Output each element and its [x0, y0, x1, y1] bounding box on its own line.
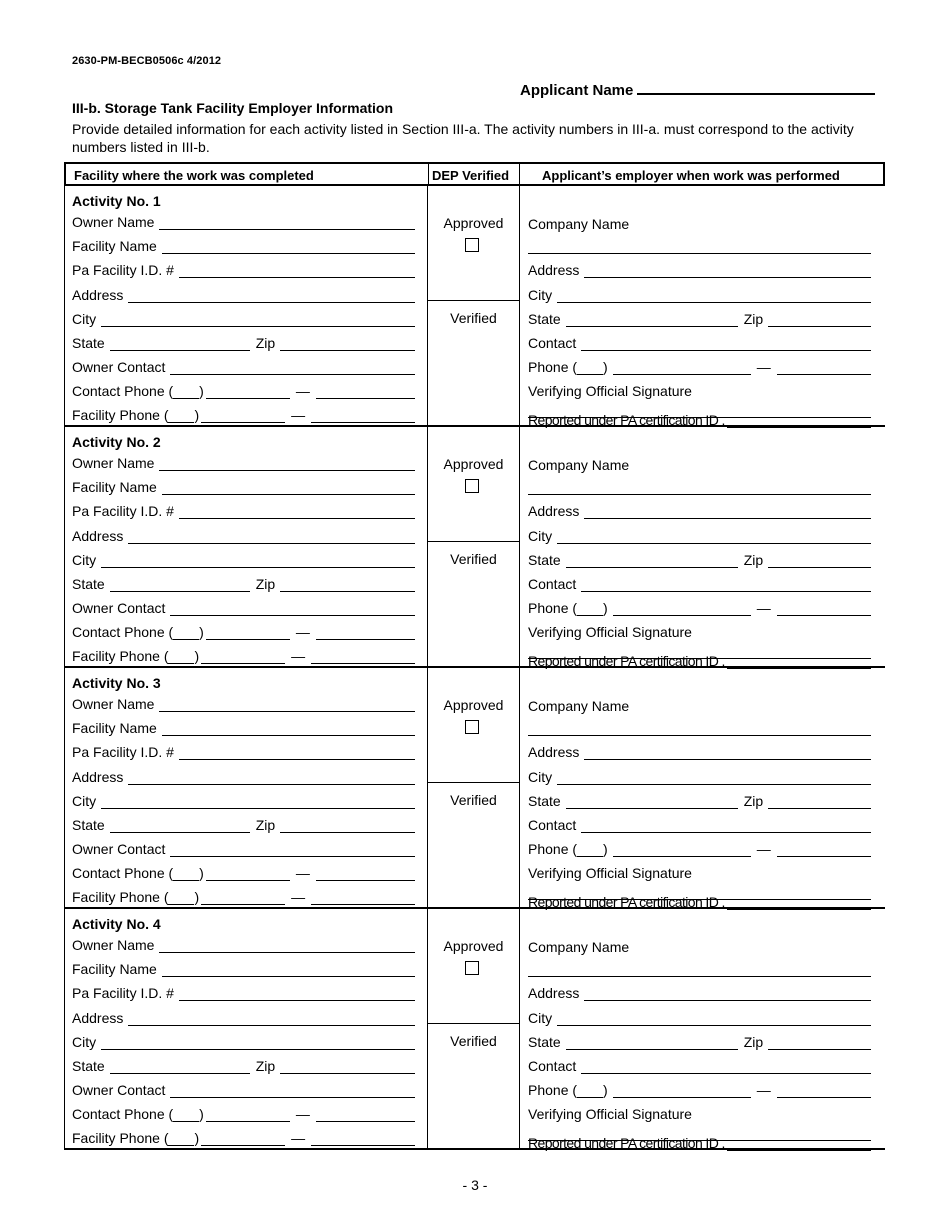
facility-phone-prefix[interactable]	[201, 1131, 285, 1146]
paren-close: )	[603, 1082, 608, 1098]
employer-zip-label: Zip	[743, 552, 764, 568]
state-label: State	[72, 576, 105, 592]
paren-close: )	[603, 600, 608, 616]
company-name-field[interactable]	[528, 716, 871, 736]
reported-under-label: Reported under PA certification ID .	[528, 653, 725, 669]
employer-zip-input[interactable]	[768, 553, 871, 568]
activity-title: Activity No. 3	[72, 675, 161, 691]
activity-title: Activity No. 2	[72, 434, 161, 450]
paren-close: )	[199, 865, 204, 881]
verified-label: Verified	[450, 310, 497, 326]
activities-list	[64, 186, 885, 1150]
contact-phone-number[interactable]	[316, 1107, 415, 1122]
employer-address-label: Address	[528, 503, 580, 519]
dash: —	[756, 359, 771, 375]
facility-name-input[interactable]	[162, 721, 415, 736]
city-label: City	[72, 311, 97, 327]
pa-facility-id-field[interactable]	[72, 258, 415, 278]
paren-close: )	[199, 1106, 204, 1122]
contact-phone-prefix[interactable]	[206, 1107, 290, 1122]
facility-phone-area[interactable]	[168, 890, 194, 905]
address-input[interactable]	[128, 288, 415, 303]
dash: —	[295, 383, 310, 399]
contact-phone-area[interactable]	[173, 1107, 199, 1122]
employer-city-label: City	[528, 769, 553, 785]
company-name-field[interactable]	[528, 234, 871, 254]
reported-under-label: Reported under PA certification ID .	[528, 1135, 725, 1151]
contact-phone-prefix[interactable]	[206, 384, 290, 399]
reported-under-label: Reported under PA certification ID .	[528, 894, 725, 910]
applicant-name-input[interactable]	[637, 81, 875, 95]
facility-name-input[interactable]	[162, 480, 415, 495]
contact-phone-label: Contact Phone (	[72, 383, 174, 399]
facility-phone-label: Facility Phone (	[72, 648, 169, 664]
owner-contact-label: Owner Contact	[72, 841, 166, 857]
employer-phone-label: Phone (	[528, 1082, 578, 1098]
address-field[interactable]	[72, 283, 415, 303]
contact-phone-field[interactable]	[72, 861, 415, 881]
pa-facility-id-field[interactable]	[72, 740, 415, 760]
employer-address-label: Address	[528, 262, 580, 278]
employer-city-label: City	[528, 287, 553, 303]
verifying-signature-label: Verifying Official Signature	[528, 383, 692, 399]
city-label: City	[72, 1034, 97, 1050]
verifying-signature-label: Verifying Official Signature	[528, 865, 692, 881]
employer-phone-prefix[interactable]	[613, 360, 751, 375]
owner-contact-field[interactable]	[72, 355, 415, 375]
contact-phone-number[interactable]	[316, 866, 415, 881]
paren-close: )	[199, 383, 204, 399]
facility-name-input[interactable]	[162, 962, 415, 977]
employer-state-label: State	[528, 1034, 561, 1050]
zip-input[interactable]	[280, 336, 415, 351]
state-label: State	[72, 335, 105, 351]
employer-city-label: City	[528, 528, 553, 544]
employer-zip-input[interactable]	[768, 794, 871, 809]
address-label: Address	[72, 287, 124, 303]
verified-label: Verified	[450, 551, 497, 567]
employer-contact-field[interactable]	[528, 572, 871, 592]
pa-facility-id-label: Pa Facility I.D. #	[72, 985, 174, 1001]
city-field[interactable]	[72, 307, 415, 327]
activity-title: Activity No. 4	[72, 916, 161, 932]
certification-id-input[interactable]	[727, 412, 871, 428]
facility-phone-field[interactable]	[72, 644, 415, 664]
dash: —	[756, 1082, 771, 1098]
employer-phone-number[interactable]	[777, 601, 871, 616]
facility-name-field[interactable]	[72, 957, 415, 977]
address-label: Address	[72, 769, 124, 785]
reported-under-field[interactable]	[528, 651, 871, 669]
approved-checkbox[interactable]	[465, 961, 479, 975]
city-label: City	[72, 552, 97, 568]
city-label: City	[72, 793, 97, 809]
employer-zip-label: Zip	[743, 1034, 764, 1050]
contact-phone-field[interactable]	[72, 1102, 415, 1122]
owner-contact-label: Owner Contact	[72, 600, 166, 616]
reported-under-field[interactable]	[528, 892, 871, 910]
contact-phone-label: Contact Phone (	[72, 624, 174, 640]
employer-phone-field[interactable]	[528, 837, 871, 857]
employer-city-input[interactable]	[557, 288, 871, 303]
facility-name-label: Facility Name	[72, 238, 157, 254]
zip-label: Zip	[255, 817, 276, 833]
owner-name-field[interactable]	[72, 692, 415, 712]
city-input[interactable]	[101, 312, 415, 327]
employer-contact-field[interactable]	[528, 331, 871, 351]
owner-name-input[interactable]	[159, 938, 415, 953]
employer-state-label: State	[528, 552, 561, 568]
employer-city-field[interactable]	[528, 1006, 871, 1026]
employer-state-input[interactable]	[566, 312, 738, 327]
facility-name-label: Facility Name	[72, 720, 157, 736]
approved-label: Approved	[443, 215, 504, 231]
contact-phone-area[interactable]	[173, 866, 199, 881]
paren-close: )	[194, 407, 200, 423]
address-field[interactable]	[72, 1006, 415, 1026]
company-name-field[interactable]	[528, 475, 871, 495]
city-field[interactable]	[72, 548, 415, 568]
paren-close: )	[194, 889, 200, 905]
employer-contact-field[interactable]	[528, 813, 871, 833]
state-input[interactable]	[110, 1059, 250, 1074]
facility-name-label: Facility Name	[72, 479, 157, 495]
contact-phone-label: Contact Phone (	[72, 1106, 174, 1122]
zip-input[interactable]	[280, 818, 415, 833]
employer-address-input[interactable]	[584, 745, 871, 760]
employer-contact-input[interactable]	[581, 336, 871, 351]
employer-address-field[interactable]	[528, 740, 871, 760]
paren-close: )	[603, 841, 608, 857]
paren-close: )	[603, 359, 608, 375]
pa-facility-id-field[interactable]	[72, 981, 415, 1001]
employer-state-zip-field[interactable]	[528, 307, 871, 327]
facility-name-field[interactable]	[72, 234, 415, 254]
applicant-name-field[interactable]	[520, 81, 875, 99]
facility-name-label: Facility Name	[72, 961, 157, 977]
employer-address-input[interactable]	[584, 504, 871, 519]
company-name-label: Company Name	[528, 216, 630, 232]
employer-city-input[interactable]	[557, 529, 871, 544]
col-dep-header: DEP Verified	[432, 168, 510, 183]
dash: —	[756, 841, 771, 857]
pa-facility-id-input[interactable]	[179, 504, 415, 519]
employer-contact-label: Contact	[528, 1058, 577, 1074]
owner-name-label: Owner Name	[72, 214, 155, 230]
employer-phone-field[interactable]	[528, 596, 871, 616]
certification-id-input[interactable]	[727, 1135, 871, 1151]
employer-zip-label: Zip	[743, 793, 764, 809]
facility-phone-label: Facility Phone (	[72, 407, 169, 423]
owner-name-field[interactable]	[72, 451, 415, 471]
contact-phone-prefix[interactable]	[206, 625, 290, 640]
page-number: - 3 -	[462, 1177, 488, 1193]
pa-facility-id-input[interactable]	[179, 263, 415, 278]
owner-name-field[interactable]	[72, 933, 415, 953]
contact-phone-area[interactable]	[173, 384, 199, 399]
state-zip-field[interactable]	[72, 331, 415, 351]
form-code: 2630-PM-BECB0506c 4/2012	[72, 55, 222, 67]
approved-checkbox[interactable]	[465, 238, 479, 252]
paren-close: )	[199, 624, 204, 640]
owner-name-label: Owner Name	[72, 455, 155, 471]
contact-phone-field[interactable]	[72, 620, 415, 640]
owner-contact-label: Owner Contact	[72, 359, 166, 375]
employer-state-zip-field[interactable]	[528, 1030, 871, 1050]
company-name-label: Company Name	[528, 698, 630, 714]
employer-city-input[interactable]	[557, 1011, 871, 1026]
facility-phone-number[interactable]	[311, 649, 415, 664]
facility-phone-prefix[interactable]	[201, 890, 285, 905]
state-input[interactable]	[110, 336, 250, 351]
employer-address-field[interactable]	[528, 258, 871, 278]
employer-zip-label: Zip	[743, 311, 764, 327]
owner-contact-field[interactable]	[72, 1078, 415, 1098]
facility-name-input[interactable]	[162, 239, 415, 254]
employer-contact-label: Contact	[528, 576, 577, 592]
owner-name-label: Owner Name	[72, 937, 155, 953]
company-name-input[interactable]	[528, 962, 871, 977]
employer-city-label: City	[528, 1010, 553, 1026]
state-input[interactable]	[110, 577, 250, 592]
employer-state-input[interactable]	[566, 553, 738, 568]
owner-contact-field[interactable]	[72, 596, 415, 616]
employer-contact-input[interactable]	[581, 577, 871, 592]
employer-address-label: Address	[528, 744, 580, 760]
employer-contact-input[interactable]	[581, 818, 871, 833]
facility-phone-number[interactable]	[311, 1131, 415, 1146]
employer-address-input[interactable]	[584, 986, 871, 1001]
facility-phone-area[interactable]	[168, 408, 194, 423]
employer-phone-number[interactable]	[777, 1083, 871, 1098]
company-name-input[interactable]	[528, 721, 871, 736]
city-field[interactable]	[72, 789, 415, 809]
reported-under-label: Reported under PA certification ID .	[528, 412, 725, 428]
reported-under-field[interactable]	[528, 1133, 871, 1151]
contact-phone-field[interactable]	[72, 379, 415, 399]
employer-address-field[interactable]	[528, 981, 871, 1001]
dash: —	[291, 1130, 306, 1146]
activity-block-3	[64, 668, 885, 909]
employer-phone-prefix[interactable]	[613, 601, 751, 616]
employer-phone-label: Phone (	[528, 600, 578, 616]
contact-phone-prefix[interactable]	[206, 866, 290, 881]
pa-facility-id-label: Pa Facility I.D. #	[72, 262, 174, 278]
employer-phone-prefix[interactable]	[613, 1083, 751, 1098]
facility-phone-number[interactable]	[311, 408, 415, 423]
employer-city-field[interactable]	[528, 524, 871, 544]
owner-contact-label: Owner Contact	[72, 1082, 166, 1098]
employer-phone-area[interactable]	[577, 1083, 603, 1098]
approved-checkbox[interactable]	[465, 479, 479, 493]
verifying-signature-label: Verifying Official Signature	[528, 1106, 692, 1122]
employer-phone-number[interactable]	[777, 360, 871, 375]
owner-contact-input[interactable]	[170, 1083, 415, 1098]
facility-name-field[interactable]	[72, 475, 415, 495]
company-name-input[interactable]	[528, 480, 871, 495]
dash: —	[291, 648, 306, 664]
company-name-label: Company Name	[528, 939, 630, 955]
employer-phone-area[interactable]	[577, 601, 603, 616]
address-label: Address	[72, 1010, 124, 1026]
verified-label: Verified	[450, 792, 497, 808]
contact-phone-label: Contact Phone (	[72, 865, 174, 881]
zip-input[interactable]	[280, 1059, 415, 1074]
dash: —	[295, 624, 310, 640]
state-zip-field[interactable]	[72, 1054, 415, 1074]
facility-phone-field[interactable]	[72, 403, 415, 423]
verified-label: Verified	[450, 1033, 497, 1049]
contact-phone-area[interactable]	[173, 625, 199, 640]
employer-city-input[interactable]	[557, 770, 871, 785]
company-name-field[interactable]	[528, 957, 871, 977]
city-input[interactable]	[101, 553, 415, 568]
state-zip-field[interactable]	[72, 813, 415, 833]
state-input[interactable]	[110, 818, 250, 833]
employer-phone-label: Phone (	[528, 841, 578, 857]
facility-name-field[interactable]	[72, 716, 415, 736]
dash: —	[295, 865, 310, 881]
address-field[interactable]	[72, 524, 415, 544]
owner-name-input[interactable]	[159, 697, 415, 712]
pa-facility-id-input[interactable]	[179, 986, 415, 1001]
verifying-signature-label: Verifying Official Signature	[528, 624, 692, 640]
facility-phone-number[interactable]	[311, 890, 415, 905]
employer-contact-input[interactable]	[581, 1059, 871, 1074]
employer-state-input[interactable]	[566, 794, 738, 809]
employer-state-input[interactable]	[566, 1035, 738, 1050]
pa-facility-id-input[interactable]	[179, 745, 415, 760]
employer-phone-number[interactable]	[777, 842, 871, 857]
employer-state-zip-field[interactable]	[528, 789, 871, 809]
facility-phone-field[interactable]	[72, 1126, 415, 1146]
certification-id-input[interactable]	[727, 653, 871, 669]
employer-phone-prefix[interactable]	[613, 842, 751, 857]
pa-facility-id-label: Pa Facility I.D. #	[72, 503, 174, 519]
zip-input[interactable]	[280, 577, 415, 592]
employer-phone-label: Phone (	[528, 359, 578, 375]
employer-city-field[interactable]	[528, 765, 871, 785]
address-input[interactable]	[128, 770, 415, 785]
employer-state-label: State	[528, 793, 561, 809]
employer-info-table	[64, 162, 885, 1150]
zip-label: Zip	[255, 1058, 276, 1074]
employer-contact-label: Contact	[528, 817, 577, 833]
section-title: III-b. Storage Tank Facility Employer Information	[72, 100, 394, 116]
owner-name-label: Owner Name	[72, 696, 155, 712]
facility-phone-label: Facility Phone (	[72, 889, 169, 905]
facility-phone-area[interactable]	[168, 1131, 194, 1146]
address-field[interactable]	[72, 765, 415, 785]
dash: —	[756, 600, 771, 616]
paren-close: )	[194, 1130, 200, 1146]
city-field[interactable]	[72, 1030, 415, 1050]
activity-block-2	[64, 427, 885, 668]
pa-facility-id-label: Pa Facility I.D. #	[72, 744, 174, 760]
company-name-label: Company Name	[528, 457, 630, 473]
city-input[interactable]	[101, 1035, 415, 1050]
employer-contact-label: Contact	[528, 335, 577, 351]
col-employer-header: Applicant’s employer when work was performed	[542, 168, 840, 183]
owner-name-input[interactable]	[159, 215, 415, 230]
state-zip-field[interactable]	[72, 572, 415, 592]
employer-phone-field[interactable]	[528, 1078, 871, 1098]
employer-zip-input[interactable]	[768, 1035, 871, 1050]
employer-address-input[interactable]	[584, 263, 871, 278]
instructions: Provide detailed information for each activity listed in Section III-a. The activity numbers in III-a. must correspond to the activity numbers listed in III-b.	[72, 121, 854, 155]
dash: —	[291, 407, 306, 423]
zip-label: Zip	[255, 335, 276, 351]
address-input[interactable]	[128, 529, 415, 544]
employer-phone-area[interactable]	[577, 360, 603, 375]
state-label: State	[72, 817, 105, 833]
dash: —	[295, 1106, 310, 1122]
employer-state-label: State	[528, 311, 561, 327]
employer-state-zip-field[interactable]	[528, 548, 871, 568]
employer-address-label: Address	[528, 985, 580, 1001]
owner-name-field[interactable]	[72, 210, 415, 230]
zip-label: Zip	[255, 576, 276, 592]
employer-zip-input[interactable]	[768, 312, 871, 327]
contact-phone-number[interactable]	[316, 625, 415, 640]
facility-phone-field[interactable]	[72, 885, 415, 905]
certification-id-input[interactable]	[727, 894, 871, 910]
activity-block-4	[64, 909, 885, 1150]
state-label: State	[72, 1058, 105, 1074]
table-header	[64, 162, 885, 186]
dash: —	[291, 889, 306, 905]
owner-contact-input[interactable]	[170, 842, 415, 857]
paren-close: )	[194, 648, 200, 664]
address-input[interactable]	[128, 1011, 415, 1026]
address-label: Address	[72, 528, 124, 544]
owner-contact-input[interactable]	[170, 601, 415, 616]
owner-contact-input[interactable]	[170, 360, 415, 375]
approved-label: Approved	[443, 456, 504, 472]
activity-block-1	[64, 186, 885, 427]
city-input[interactable]	[101, 794, 415, 809]
facility-phone-label: Facility Phone (	[72, 1130, 169, 1146]
applicant-name-label: Applicant Name	[520, 82, 634, 99]
owner-name-input[interactable]	[159, 456, 415, 471]
pa-facility-id-field[interactable]	[72, 499, 415, 519]
approved-label: Approved	[443, 697, 504, 713]
employer-address-field[interactable]	[528, 499, 871, 519]
contact-phone-number[interactable]	[316, 384, 415, 399]
employer-phone-field[interactable]	[528, 355, 871, 375]
employer-city-field[interactable]	[528, 283, 871, 303]
approved-label: Approved	[443, 938, 504, 954]
employer-contact-field[interactable]	[528, 1054, 871, 1074]
reported-under-field[interactable]	[528, 410, 871, 428]
owner-contact-field[interactable]	[72, 837, 415, 857]
activity-title: Activity No. 1	[72, 193, 161, 209]
approved-checkbox[interactable]	[465, 720, 479, 734]
facility-phone-prefix[interactable]	[201, 408, 285, 423]
facility-phone-area[interactable]	[168, 649, 194, 664]
col-facility-header: Facility where the work was completed	[74, 168, 314, 183]
facility-phone-prefix[interactable]	[201, 649, 285, 664]
company-name-input[interactable]	[528, 239, 871, 254]
employer-phone-area[interactable]	[577, 842, 603, 857]
